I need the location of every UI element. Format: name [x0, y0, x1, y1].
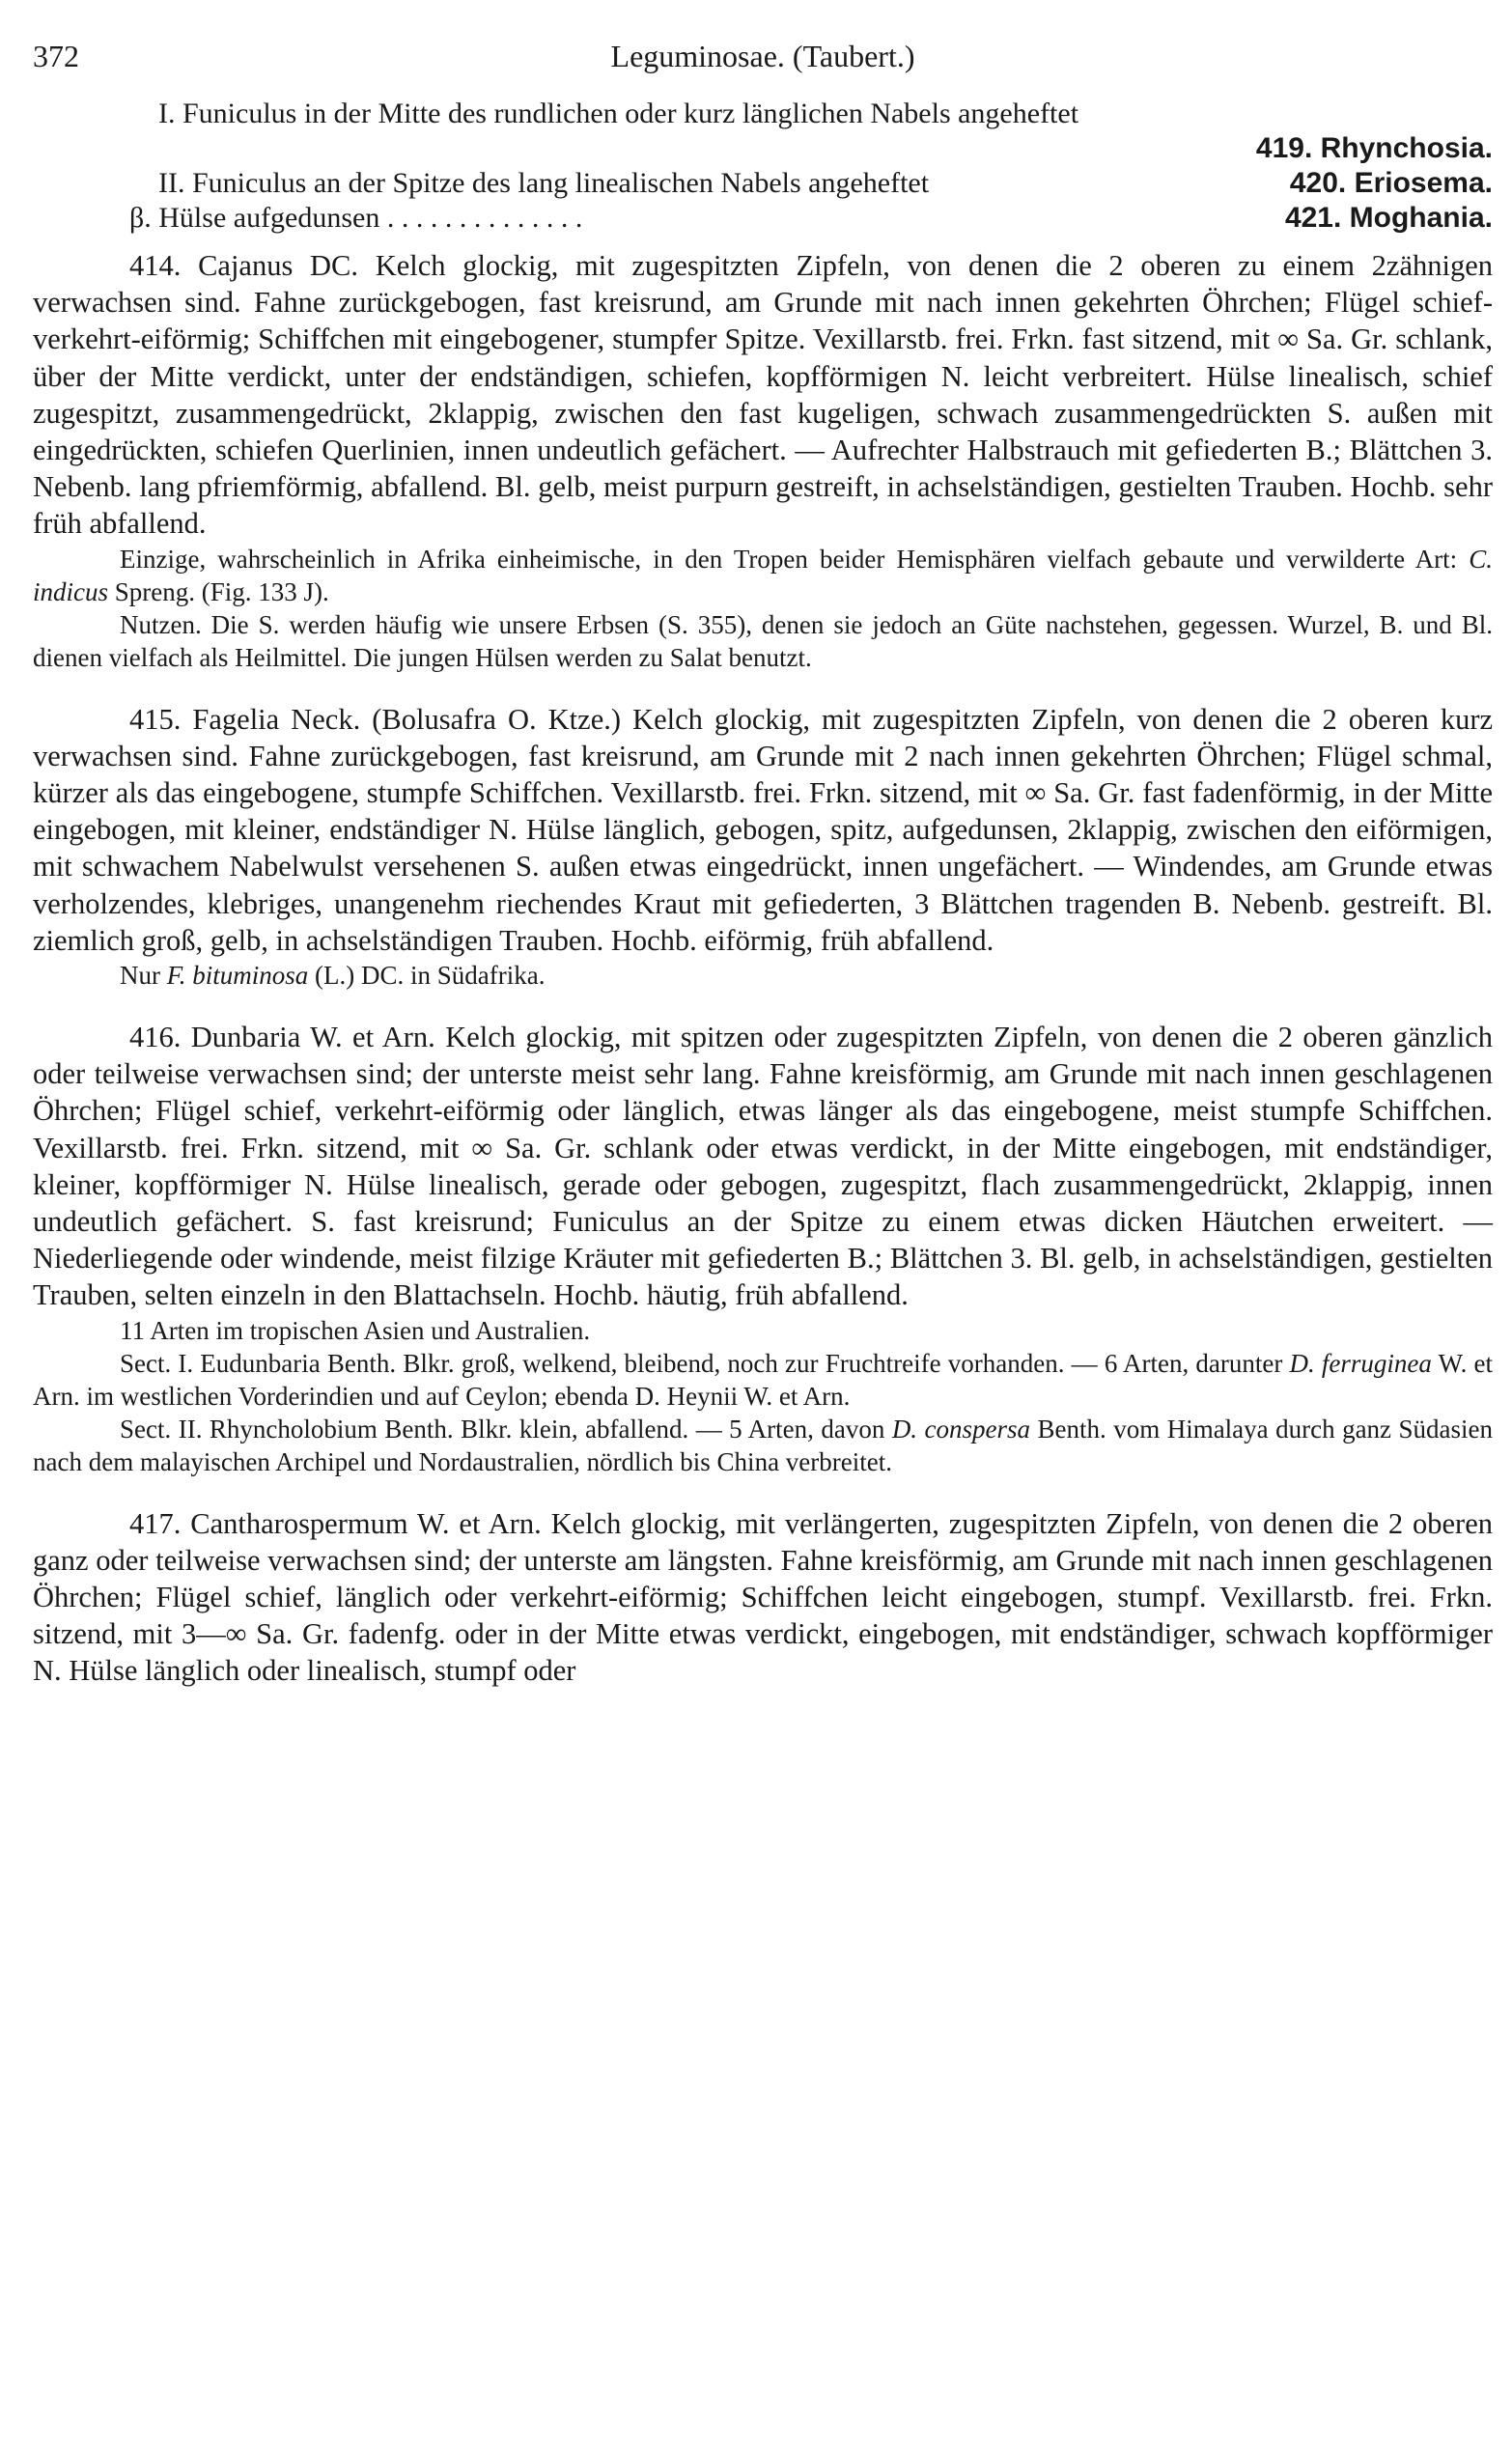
- identification-key: [33, 97, 1493, 236]
- note: Sect. II. Rhyncholobium Benth. Blkr. klein, abfallend. — 5 Arten, davon D. conspersa Benth. vom Himalaya durch ganz Südasien nach dem malayischen Archipel und Nordaustralien, nördlich bis China verbreitet.: [33, 1414, 1493, 1476]
- genus-description: [33, 247, 1493, 543]
- note: Einzige, wahrscheinlich in Afrika einheimische, in den Tropen beider Hemisphären vielfach gebaute und verwilderte Art: C. indicus Spreng. (Fig. 133 J).: [33, 544, 1493, 606]
- genus-name: Fagelia: [192, 702, 280, 736]
- genus-body: Kelch glockig, mit verlängerten, zugespitzten Zipfeln, von denen die 2 oberen ganz oder teilweise verwachsen sind; der unterste am längsten. Fahne kreisförmig, am Grunde mit nach innen geschlagenen Öhrchen; Flügel schief, länglich oder verkehrt-eiförmig; Schiffchen leicht eingebogen, stumpf. Vexillarstb. frei. Frkn. sitzend, mit 3—∞ Sa. Gr. fadenfg. oder in der Mitte etwas verdickt, eingebogen, mit endständiger, schwach kopfförmiger N. Hülse länglich oder linealisch, stumpf oder: [33, 1506, 1494, 1688]
- genus-author: DC.: [310, 249, 359, 282]
- genus-entry: [33, 701, 1493, 959]
- genus-author: W. et Arn.: [416, 1506, 542, 1540]
- genus-description: [33, 701, 1493, 959]
- key-result: 419. Rhynchosia.: [1255, 132, 1493, 164]
- genus-number: 416.: [129, 1021, 182, 1054]
- genus-body: Kelch glockig, mit spitzen oder zugespitzten Zipfeln, von denen die 2 oberen gänzlich oder teilweise verwachsen sind; der unterste meist sehr lang. Fahne kreisförmig, am Grunde mit nach innen geschlagenen Öhrchen; Flügel schief, verkehrt-eiförmig oder länglich, etwas länger als das eingebogene, meist stumpfe Schiffchen. Vexillarstb. frei. Frkn. sitzend, mit ∞ Sa. Gr. schlank oder etwas verdickt, in der Mitte eingebogen, mit endständiger, kleiner, kopfförmiger N. Hülse linealisch, gerade oder gebogen, zugespitzt, flach zusammengedrückt, 2klappig, innen undeutlich gefächert. S. fast kreisrund; Funiculus an der Spitze zu einem etwas dicken Häutchen erweitert. — Niederliegende oder windende, meist filzige Kräuter mit gefiederten B.; Blättchen 3. Bl. gelb, in achselständigen, gestielten Trauben, selten einzeln in den Blattachseln. Hochb. häutig, früh abfallend.: [33, 1021, 1494, 1312]
- genus-number: 415.: [129, 702, 182, 736]
- genus-notes: [33, 959, 1493, 992]
- running-title: Leguminosae. (Taubert.): [610, 39, 915, 73]
- genus-notes: [33, 543, 1493, 674]
- genus-body: Kelch glockig, mit zugespitzten Zipfeln, von denen die 2 oberen zu einem 2zähnigen verwachsen sind. Fahne zurückgebogen, fast kreisrund, am Grunde mit nach innen gekehrten Öhrchen; Flügel schief-verkehrt-eiförmig; Schiffchen mit eingebogener, stumpfer Spitze. Vexillarstb. frei. Frkn. fast sitzend, mit ∞ Sa. Gr. schlank, über der Mitte verdickt, unter der endständigen, schiefen, kopfförmigen N. leicht verbreitert. Hülse linealisch, schief zugespitzt, zusammengedrückt, 2klappig, zwischen den fast kugeligen, schwach zusammengedrückten S. außen mit eingedrückten, schiefen Querlinien, innen undeutlich gefächert. — Aufrechter Halbstrauch mit gefiederten B.; Blättchen 3. Nebenb. lang pfriemförmig, abfallend. Bl. gelb, meist purpurn gestreift, in achselständigen, gestielten Trauben. Hochb. sehr früh abfallend.: [33, 249, 1494, 541]
- note: 11 Arten im tropischen Asien und Australien.: [120, 1315, 591, 1345]
- key-line: II. Funiculus an der Spitze des lang linealischen Nabels angeheftet 420. Eriosema.: [158, 167, 1493, 199]
- genus-description: [33, 1505, 1493, 1690]
- note: Sect. I. Eudunbaria Benth. Blkr. groß, welkend, bleibend, noch zur Fruchtreife vorhanden. — 6 Arten, darunter D. ferruginea W. et Arn. im westlichen Vorderindien und auf Ceylon; ebenda D. Heynii W. et Arn.: [33, 1348, 1493, 1411]
- genus-entry: [33, 1019, 1493, 1314]
- key-line: β. Hülse aufgedunsen . . . . . . . . . . . . . . 421. Moghania.: [129, 202, 1493, 234]
- note: Nutzen. Die S. werden häufig wie unsere Erbsen (S. 355), denen sie jedoch an Güte nachstehen, gegessen. Wurzel, B. und Bl. dienen vielfach als Heilmittel. Die jungen Hülsen werden zu Salat benutzt.: [33, 609, 1493, 672]
- genus-name: Cajanus: [198, 249, 294, 282]
- note: Nur F. bituminosa (L.) DC. in Südafrika.: [120, 961, 546, 991]
- genus-number: 414.: [129, 249, 182, 282]
- genus-notes: [33, 1314, 1493, 1478]
- genus-name: Dunbaria: [190, 1021, 301, 1054]
- genus-body: Kelch glockig, mit zugespitzten Zipfeln, von denen die 2 oberen kurz verwachsen sind. Fahne zurückgebogen, fast kreisrund, am Grunde mit 2 nach innen gekehrten Öhrchen; Flügel schmal, kürzer als das eingebogene, stumpfe Schiffchen. Vexillarstb. frei. Frkn. sitzend, mit ∞ Sa. Gr. fast fadenförmig, in der Mitte eingebogen, mit kleiner, endständiger N. Hülse länglich, gebogen, spitz, aufgedunsen, 2klappig, zwischen den eiförmigen, mit schwachem Nabelwulst versehenen S. außen etwas eingedrückt, innen ungefächert. — Windendes, am Grunde etwas verholzendes, klebriges, unangenehm riechendes Kraut mit gefiederten, 3 Blättchen tragenden B. Nebenb. gestreift. Bl. ziemlich groß, gelb, in achselständigen Trauben. Hochb. eiförmig, früh abfallend.: [33, 702, 1494, 957]
- genus-number: 417.: [129, 1506, 182, 1540]
- genus-name: Cantharospermum: [190, 1506, 408, 1540]
- genus-entry: [33, 1505, 1493, 1690]
- page-header: [33, 39, 1493, 97]
- genus-author: Neck. (Bolusafra O. Ktze.): [291, 702, 622, 736]
- genus-description: [33, 1019, 1493, 1314]
- key-line: I. Funiculus in der Mitte des rundlichen oder kurz länglichen Nabels angeheftet: [158, 98, 1079, 129]
- genus-author: W. et Arn.: [310, 1021, 435, 1054]
- page-number: 372: [33, 39, 79, 73]
- page: [33, 39, 1493, 1690]
- genus-entry: [33, 247, 1493, 543]
